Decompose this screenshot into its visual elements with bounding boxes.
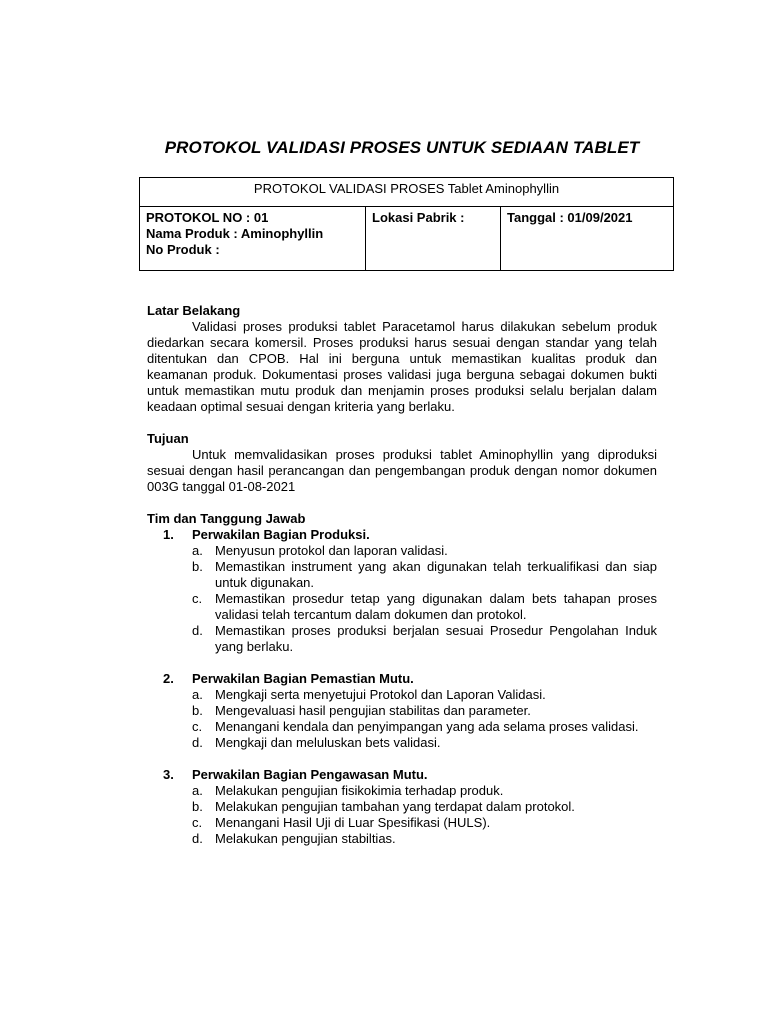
team-group-quality-control: 3. Perwakilan Bagian Pengawasan Mutu. — [163, 767, 428, 782]
list-item: c. Menangani Hasil Uji di Luar Spesifikasi (HULS). — [192, 815, 491, 830]
background-heading: Latar Belakang — [147, 303, 241, 318]
list-item: a. Mengkaji serta menyetujui Protokol dan Laporan Validasi. — [192, 687, 546, 702]
product-number: No Produk : — [146, 242, 220, 257]
list-item: b. Mengevaluasi hasil pengujian stabilitas dan parameter. — [192, 703, 531, 718]
factory-location-cell: Lokasi Pabrik : — [366, 207, 501, 271]
list-item: d. Melakukan pengujian stabiltias. — [192, 831, 396, 846]
date-cell: Tanggal : 01/09/2021 — [501, 207, 674, 271]
protocol-details-cell — [140, 207, 366, 271]
protocol-number: PROTOKOL NO : 01 — [146, 210, 269, 225]
protocol-info-table — [139, 177, 674, 271]
team-heading: Tim dan Tanggung Jawab — [147, 511, 306, 526]
list-item: d. Mengkaji dan meluluskan bets validasi. — [192, 735, 441, 750]
background-paragraph: Validasi proses produksi tablet Paracetamol harus dilakukan sebelum produk diedarkan secara komersil. Proses produksi harus sesuai dengan standar yang telah ditentukan dan CPOB. Hal ini berguna untuk memastikan kualitas produk dan keamanan produk. Dokumentasi proses validasi juga berguna sebagai dokumen bukti untuk memastikan mutu produk dan menjamin proses produksi selalu berjalan dalam keadaan optimal sesuai dengan kriteria yang berlaku. — [147, 319, 657, 414]
team-group-production: 1. Perwakilan Bagian Produksi. — [163, 527, 370, 542]
group-title: Perwakilan Bagian Produksi. — [192, 527, 370, 542]
product-name: Nama Produk : Aminophyllin — [146, 226, 324, 241]
list-item: a. Menyusun protokol dan laporan validasi. — [192, 543, 448, 558]
list-item: b. Memastikan instrument yang akan digunakan telah terkualifikasi dan siap untuk digunakan. — [192, 559, 657, 590]
list-item: a. Melakukan pengujian fisikokimia terhadap produk. — [192, 783, 504, 798]
objective-heading: Tujuan — [147, 431, 189, 446]
list-item: d. Memastikan proses produksi berjalan sesuai Prosedur Pengolahan Induk yang berlaku. — [192, 623, 657, 654]
objective-paragraph: Untuk memvalidasikan proses produksi tablet Aminophyllin yang diproduksi sesuai dengan hasil perancangan dan pengembangan produk dengan nomor dokumen 003G tanggal 01-08-2021 — [147, 447, 657, 494]
list-item: b. Melakukan pengujian tambahan yang terdapat dalam protokol. — [192, 799, 575, 814]
team-group-quality-assurance: 2. Perwakilan Bagian Pemastian Mutu. — [163, 671, 414, 686]
group-title: Perwakilan Bagian Pemastian Mutu. — [192, 671, 414, 686]
list-item: c. Menangani kendala dan penyimpangan yang ada selama proses validasi. — [192, 719, 639, 734]
group-title: Perwakilan Bagian Pengawasan Mutu. — [192, 767, 428, 782]
list-item: c. Memastikan prosedur tetap yang digunakan dalam bets tahapan proses validasi telah tercantum dalam dokumen dan protokol. — [192, 591, 657, 622]
document-body — [147, 303, 657, 847]
document-title: PROTOKOL VALIDASI PROSES UNTUK SEDIAAN TABLET — [164, 138, 640, 157]
table-header: PROTOKOL VALIDASI PROSES Tablet Aminophyllin — [140, 178, 674, 207]
